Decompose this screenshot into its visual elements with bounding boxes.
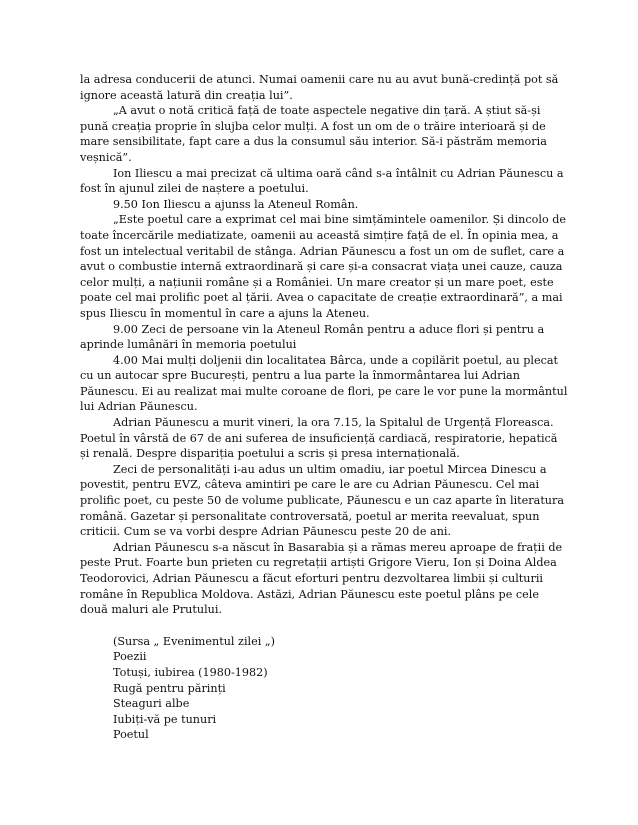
list-item: Poetul [113, 728, 149, 742]
paragraph: Ion Iliescu a mai precizat că ultima oară când s-a întâlnit cu Adrian Păunescu a fost în ajunul zilei de naștere a poetului. [80, 166, 564, 196]
paragraph: „Este poetul care a exprimat cel mai bine simțămintele oamenilor. Și dincolo de toate încercările mediatizate, oamenii au această simțire față de el. În opinia mea, a fost un intelectual veritabil de stânga. Adrian Păunescu a fost un om de suflet, care a avut o combustie internă extraordinară și care și-a consacrat viața unei cauze, cauza celor mulți, a națiunii române și a României. Un mare creator și un mare poet, este poate cel mai prolific poet al țării. Avea o capacitate de creație extraordinară”, a mai spus Iliescu în momentul în care a ajuns la Ateneu. [80, 213, 567, 320]
paragraph: „A avut o notă critică față de toate aspectele negative din țară. A știut să-și pună creația proprie în slujba celor mulți. A fost un om de o trăire interioară și de mare sensibilitate, fapt care a dus la consumul său interior. Să-i păstrăm memoria veșnică”. [80, 104, 547, 164]
paragraph: Zeci de personalități i-au adus un ultim omadiu, iar poetul Mircea Dinescu a povestit, pentru EVZ, câteva amintiri pe care le are cu Adrian Păunescu. Cel mai prolific poet, cu peste 50 de volume publicate, Păunescu e un caz aparte în literatura română. Gazetar și personalitate controversată, poetul ar merita reevaluat, spun criticii. Cum se va vorbi despre Adrian Păunescu peste 20 de ani. [80, 462, 565, 539]
list-item: Poezii [113, 650, 147, 664]
paragraph: la adresa conducerii de atunci. Numai oamenii care nu au avut bună-credință pot să ignore această latură din creația lui”. [80, 73, 559, 102]
paragraph: 4.00 Mai mulți doljenii din localitatea Bârca, unde a copilărit poetul, au plecat cu un autocar spre București, pentru a lua parte la înmormântarea lui Adrian Păunescu. Ei au realizat mai multe coroane de flori, pe care le vor pune la mormântul lui Adrian Păunescu. [80, 353, 568, 414]
paragraph: Adrian Păunescu s-a născut în Basarabia și a rămas mereu aproape de frații de peste Prut. Foarte bun prieten cu regretații artiști Grigore Vieru, Ion și Doina Aldea Teodorovici, Adrian Păunescu a făcut eforturi pentru dezvoltarea limbii și culturii române în Republica Moldova. Astăzi, Adrian Păunescu este poetul plâns pe cele două maluri ale Prutului. [80, 540, 563, 617]
paragraph: 9.00 Zeci de persoane vin la Ateneul Român pentru a aduce flori și pentru a aprinde lumânări în memoria poetului [80, 322, 545, 352]
list-item: Iubiți-vă pe tunuri [113, 712, 217, 726]
list-item: Rugă pentru părinți [113, 681, 226, 695]
spacer [80, 618, 570, 634]
list-item: Steaguri albe [113, 697, 190, 711]
source-credit: (Sursa „ Evenimentul zilei „) [113, 634, 276, 648]
document-page [80, 72, 570, 743]
paragraph: Adrian Păunescu a murit vineri, la ora 7.15, la Spitalul de Urgență Floreasca. Poetul în vârstă de 67 de ani suferea de insuficiență cardiacă, respiratorie, hepatică și renală. Despre dispariția poetului a scris și presa internațională. [80, 416, 558, 461]
list-item: Totuși, iubirea (1980-1982) [113, 665, 268, 679]
paragraph: 9.50 Ion Iliescu a ajunss la Ateneul Român. [113, 197, 359, 211]
source-and-poems-list [80, 634, 570, 743]
